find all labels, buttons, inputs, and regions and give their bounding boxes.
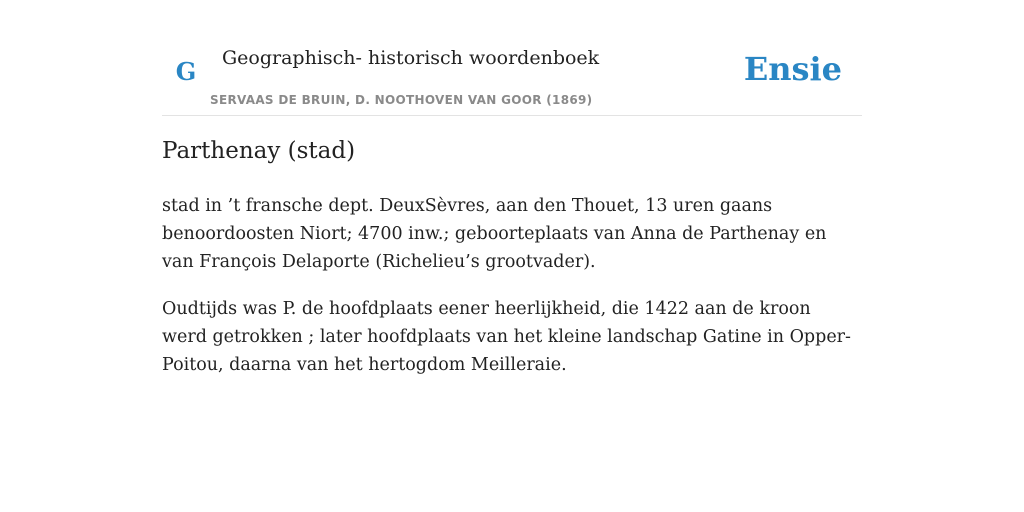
entry-paragraph: stad in ’t fransche dept. DeuxSèvres, aan den Thouet, 13 uren gaans benoordoosten Niort; 4700 inw.; geboorteplaats van Anna de Parthenay en van François Delaporte (Richelieu’s grootvader). — [162, 196, 827, 272]
book-author: SERVAAS DE BRUIN, D. NOOTHOVEN VAN GOOR (1869) — [210, 93, 593, 107]
entry-body — [162, 192, 852, 398]
entry-paragraph: Oudtijds was P. de hoofdplaats eener heerlijkheid, die 1422 aan de kroon werd getrokken ; later hoofdplaats van het kleine landschap Gatine in Opper-Poitou, daarna van het hertogdom Meilleraie. — [162, 299, 851, 375]
book-title-link[interactable]: Geographisch- historisch woordenboek — [222, 47, 600, 69]
entry-title: Parthenay (stad) — [162, 138, 356, 164]
ensie-logo-link[interactable]: Ensie — [743, 50, 842, 88]
book-header — [162, 30, 862, 116]
book-initial-badge[interactable]: G — [175, 56, 197, 86]
